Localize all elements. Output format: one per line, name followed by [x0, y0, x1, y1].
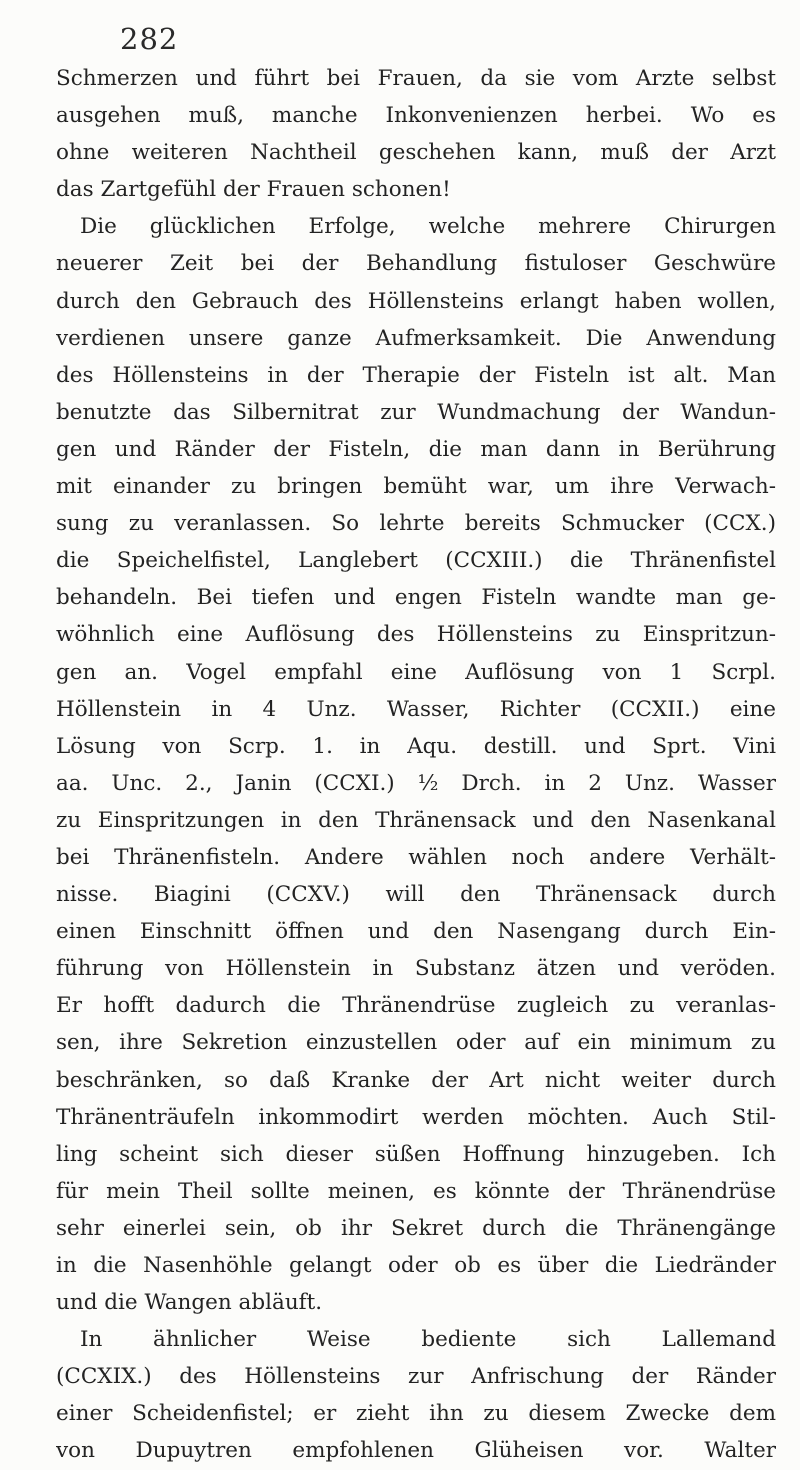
text-line: Er hofft dadurch die Thränendrüse zugleich zu veranlas-	[56, 993, 776, 1019]
text-line: einer Scheidenfistel; er zieht ihn zu diesem Zwecke dem	[56, 1401, 776, 1427]
text-line: Schmerzen und führt bei Frauen, da sie vom Arzte selbst	[56, 66, 776, 91]
text-line: behandeln. Bei tiefen und engen Fisteln wandte man ge-	[56, 585, 776, 611]
text-line: aa. Unc. 2., Janin (CCXI.) ½ Drch. in 2 Unz. Wasser	[56, 770, 776, 796]
text-line: benutzte das Silbernitrat zur Wundmachung der Wandun-	[56, 399, 776, 425]
text-line: gen und Ränder der Fisteln, die man dann in Berührung	[56, 436, 776, 462]
text-line: das Zartgefühl der Frauen schonen!	[56, 177, 451, 203]
text-line: in die Nasenhöhle gelangt oder ob es über die Liedränder	[56, 1253, 776, 1278]
text-line: Thränenträufeln inkommodirt werden möchten. Auch Stil-	[56, 1104, 776, 1130]
text-line: führung von Höllenstein in Substanz ätzen und veröden.	[56, 956, 776, 982]
text-line: einen Einschnitt öffnen und den Nasengang durch Ein-	[56, 919, 776, 945]
body-text	[56, 60, 776, 1470]
page-number: 282	[120, 22, 179, 56]
text-line: durch den Gebrauch des Höllensteins erlangt haben wollen,	[56, 288, 776, 314]
text-line: beschränken, so daß Kranke der Art nicht weiter durch	[56, 1067, 776, 1093]
text-line: des Höllensteins in der Therapie der Fisteln ist alt. Man	[56, 362, 776, 388]
text-line: ausgehen muß, manche Inkonvenienzen herbei. Wo es	[56, 103, 776, 129]
text-line: sen, ihre Sekretion einzustellen oder auf ein minimum zu	[56, 1030, 776, 1056]
text-line: und die Wangen abläuft.	[56, 1290, 323, 1316]
text-line: von Dupuytren empfohlenen Glüheisen vor. Walter	[56, 1438, 776, 1464]
text-line: gen an. Vogel empfahl eine Auflösung von 1 Scrpl.	[56, 659, 776, 685]
text-line: Lösung von Scrp. 1. in Aqu. destill. und Sprt. Vini	[56, 733, 776, 759]
text-line: bei Thränenfisteln. Andere wählen noch andere Verhält-	[56, 844, 776, 870]
text-line: (CCXIX.) des Höllensteins zur Anfrischung der Ränder	[56, 1364, 776, 1390]
text-line: neuerer Zeit bei der Behandlung fistuloser Geschwüre	[56, 251, 776, 277]
text-line: zu Einspritzungen in den Thränensack und den Nasenkanal	[56, 807, 776, 833]
text-line: Höllenstein in 4 Unz. Wasser, Richter (CCXII.) eine	[56, 696, 776, 722]
text-line: wöhnlich eine Auflösung des Höllensteins zu Einspritzun-	[56, 622, 776, 648]
text-line: sung zu veranlassen. So lehrte bereits Schmucker (CCX.)	[56, 511, 776, 537]
text-line: für mein Theil sollte meinen, es könnte der Thränendrüse	[56, 1178, 776, 1204]
paragraph-start-line: Die glücklichen Erfolge, welche mehrere Chirurgen	[80, 214, 776, 240]
text-line: die Speichelfistel, Langlebert (CCXIII.) die Thränenfistel	[56, 548, 776, 574]
text-line: nisse. Biagini (CCXV.) will den Thränensack durch	[56, 882, 776, 908]
text-line: sehr einerlei sein, ob ihr Sekret durch die Thränengänge	[56, 1215, 776, 1241]
text-line: ling scheint sich dieser süßen Hoffnung hinzugeben. Ich	[56, 1141, 776, 1167]
paragraph-start-line: In ähnlicher Weise bediente sich Lallemand	[80, 1327, 776, 1353]
text-line: verdienen unsere ganze Aufmerksamkeit. Die Anwendung	[56, 325, 776, 351]
text-line: mit einander zu bringen bemüht war, um ihre Verwach-	[56, 474, 776, 500]
text-line: ohne weiteren Nachtheil geschehen kann, muß der Arzt	[56, 140, 776, 166]
